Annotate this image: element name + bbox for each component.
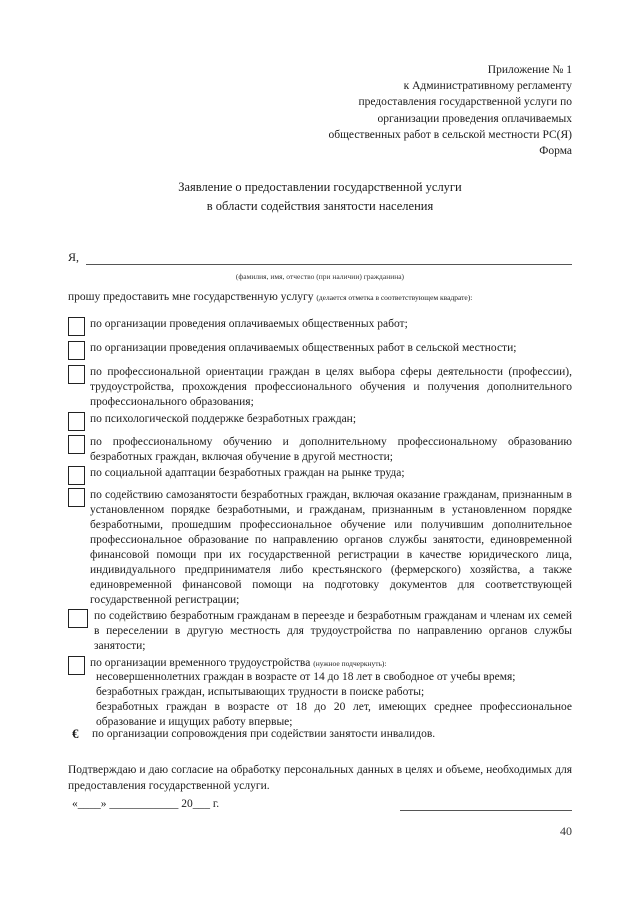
title-line-2: в области содействия занятости населения — [206, 199, 434, 213]
document-title — [0, 178, 640, 216]
header-line: Форма — [539, 145, 572, 158]
option-checkbox[interactable] — [68, 341, 85, 360]
header-line: общественных работ в сельской местности РС(Я) — [328, 128, 572, 141]
temp-note: (нужное подчеркнуть): — [313, 659, 387, 668]
option-checkbox[interactable] — [68, 317, 85, 336]
page-number: 40 — [560, 824, 572, 838]
option-text: по содействию самозанятости безработных граждан, включая оказание гражданам, признанным в установленном порядке безработными, и гражданам, признанным в установленном порядке безработными, прошедшим профессиональное обучение или получившим дополнительное профессиональное образование по направлению органов службы занятости, единовременной финансовой помощи при их государственной регистрации в качестве юридического лица, индивидуального предпринимателя либо крестьянского (фермерского) хозяйства, а также единовременной финансовой помощи на подготовку документов для соответствующей государственной регистрации; — [90, 489, 572, 606]
header-line: предоставления государственной услуги по — [358, 96, 572, 109]
temp-label: по организации временного трудоустройства — [90, 657, 311, 669]
option-text: по организации проведения оплачиваемых общественных работ в сельской местности; — [90, 342, 517, 354]
consent-statement: Подтверждаю и даю согласие на обработку персональных данных в целях и объеме, необходимых для предоставления государственной услуги. — [68, 764, 572, 792]
temp-item-minors[interactable]: несовершеннолетних граждан в возрасте от 14 до 18 лет в свободное от учебы время; — [96, 671, 516, 683]
applicant-name-line[interactable] — [86, 264, 572, 265]
euro-mark-icon: € — [72, 726, 79, 741]
option-public-works — [68, 317, 572, 332]
option-checkbox[interactable] — [68, 609, 88, 628]
option-checkbox[interactable] — [68, 466, 85, 485]
option-checkbox[interactable] — [68, 365, 85, 384]
option-checkbox[interactable] — [68, 435, 85, 454]
option-checkbox[interactable] — [68, 488, 85, 507]
option-temporary-employment — [68, 656, 572, 671]
appendix-header — [272, 62, 572, 159]
option-professional-training — [68, 435, 572, 465]
title-line-1: Заявление о предоставлении государственной услуги — [178, 180, 462, 194]
option-text — [90, 656, 572, 671]
option-checkbox[interactable] — [68, 412, 85, 431]
signature-line[interactable] — [400, 810, 572, 811]
option-rural-public-works — [68, 341, 572, 356]
option-self-employment — [68, 488, 572, 608]
request-intro — [68, 289, 572, 306]
intro-note: (делается отметка в соответствующем квадрате): — [316, 293, 473, 302]
option-text: по организации проведения оплачиваемых общественных работ; — [90, 318, 408, 330]
applicant-caption: (фамилия, имя, отчество (при наличии) гражданина) — [235, 272, 405, 281]
option-text: по социальной адаптации безработных граждан на рынке труда; — [90, 467, 405, 479]
header-line: к Административному регламенту — [403, 80, 572, 93]
date-line[interactable]: «____» ____________ 20___ г. — [72, 798, 220, 810]
option-text: по психологической поддержке безработных граждан; — [90, 413, 357, 425]
option-disabled-support: по организации сопровождения при содействии занятости инвалидов. — [92, 728, 436, 740]
temp-item-young-graduates[interactable]: безработных граждан в возрасте от 18 до 20 лет, имеющих среднее профессиональное образование и ищущих работу впервые; — [96, 701, 572, 728]
intro-text: прошу предоставить мне государственную услугу — [68, 291, 314, 303]
option-text: по содействию безработным гражданам в переезде и безработным гражданам и членам их семей в переселении в другую местность для трудоустройства по направлению органов службы занятости; — [94, 610, 572, 652]
option-social-adaptation — [68, 466, 572, 481]
temp-item-hard-to-employ[interactable]: безработных граждан, испытывающих трудности в поиске работы; — [96, 686, 425, 698]
applicant-label: Я, — [68, 250, 80, 264]
option-text: по профессиональному обучению и дополнительному профессиональному образованию безработных граждан, включая обучение в другой местности; — [90, 436, 572, 463]
header-line: Приложение № 1 — [487, 64, 572, 76]
option-checkbox[interactable] — [68, 656, 85, 675]
option-career-guidance — [68, 365, 572, 410]
option-relocation — [68, 609, 572, 654]
header-line: организации проведения оплачиваемых — [377, 112, 572, 125]
option-text: по профессиональной ориентации граждан в целях выбора сферы деятельности (профессии), трудоустройства, прохождения профессионального обучения и получения дополнительного профессионального образования; — [90, 366, 572, 408]
option-psychological-support — [68, 412, 572, 427]
